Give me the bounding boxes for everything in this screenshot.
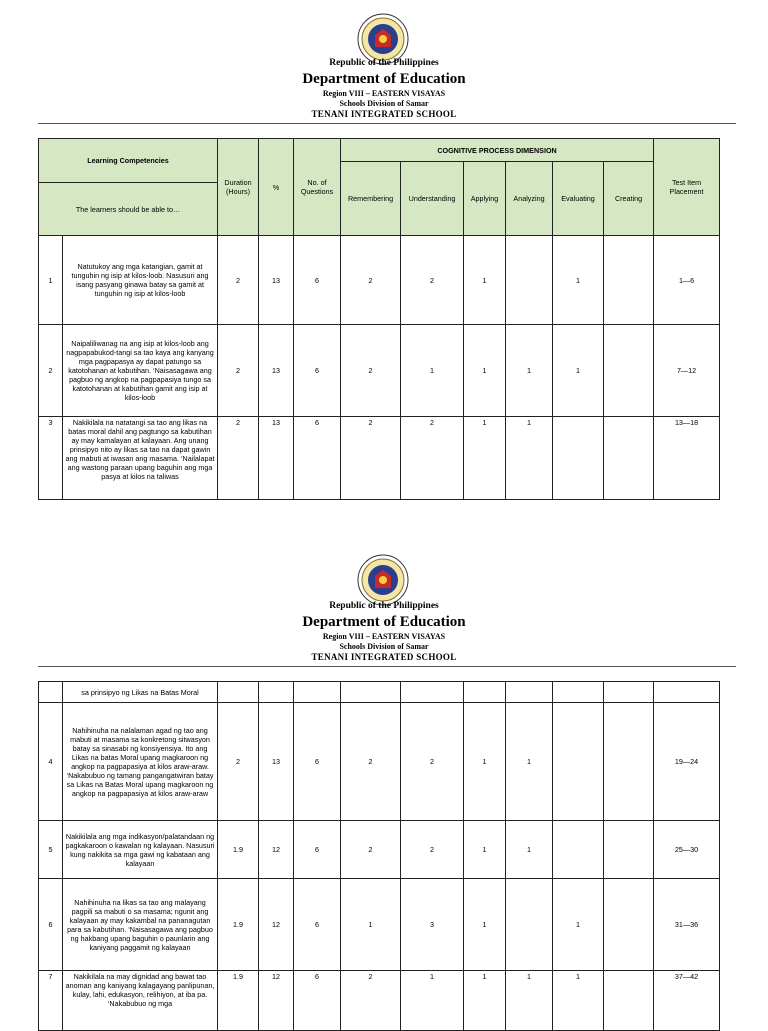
duration-cell xyxy=(218,682,259,703)
percent-cell: 13 xyxy=(259,703,294,821)
header-duration: Duration (Hours) xyxy=(218,139,259,236)
creating-cell xyxy=(604,325,654,417)
percent-cell xyxy=(259,682,294,703)
header-understanding: Understanding xyxy=(401,162,464,236)
header-division: Schools Division of Samar xyxy=(339,642,429,651)
creating-cell xyxy=(604,821,654,879)
header-divider xyxy=(38,123,736,124)
header-cognitive: COGNITIVE PROCESS DIMENSION xyxy=(341,139,654,162)
duration-cell: 2 xyxy=(218,417,259,500)
creating-cell xyxy=(604,879,654,971)
understanding-cell xyxy=(401,682,464,703)
tos-table-page-1 xyxy=(38,138,720,500)
header-no-questions: No. of Questions xyxy=(294,139,341,236)
placement-cell: 13—18 xyxy=(654,417,720,500)
table-row xyxy=(39,821,720,879)
applying-cell: 1 xyxy=(464,821,506,879)
applying-cell xyxy=(464,682,506,703)
remembering-cell: 2 xyxy=(341,821,401,879)
analyzing-cell xyxy=(506,682,553,703)
duration-cell: 1.9 xyxy=(218,971,259,1031)
placement-cell: 37—42 xyxy=(654,971,720,1031)
remembering-cell: 2 xyxy=(341,417,401,500)
header-placement: Test Item Placement xyxy=(654,139,720,236)
row-number-cell xyxy=(39,682,63,703)
understanding-cell: 1 xyxy=(401,325,464,417)
header-remembering: Remembering xyxy=(341,162,401,236)
deped-seal-icon xyxy=(357,554,409,606)
evaluating-cell: 1 xyxy=(553,971,604,1031)
row-number-cell: 7 xyxy=(39,971,63,1031)
row-number-cell: 4 xyxy=(39,703,63,821)
page-2 xyxy=(0,540,768,1024)
placement-cell xyxy=(654,682,720,703)
row-number-cell: 1 xyxy=(39,236,63,325)
understanding-cell: 2 xyxy=(401,821,464,879)
questions-cell: 6 xyxy=(294,236,341,325)
questions-cell: 6 xyxy=(294,325,341,417)
table-row xyxy=(39,971,720,1031)
applying-cell: 1 xyxy=(464,236,506,325)
applying-cell: 1 xyxy=(464,325,506,417)
duration-cell: 2 xyxy=(218,325,259,417)
header-school: TENANI INTEGRATED SCHOOL xyxy=(311,652,457,662)
header-region: Region VIII – EASTERN VISAYAS xyxy=(322,89,446,98)
competency-text-cell: Nahihinuha na nalalaman agad ng tao ang mabuti at masama sa konkretong sitwasyon batay sa sinasabi ng konsiyensiya. Ito ang Likas na batas Moral upang magkaroon ng angkop na pagpapasiya at kilos araw-araw. ‘Nakabubuo ng tamang pangangatwiran batay sa Likas na Batas Moral upang magkaroon ng angkop na pagpapasiya at kilos araw-araw xyxy=(63,703,218,821)
competency-text-cell: Nakikilala ang mga indikasyon/palatandaan ng pagkakaroon o kawalan ng kalayaan. Nasusuri kung nakikita sa mga gawi ng kabataan ang kalayaan xyxy=(63,821,218,879)
competency-text-cell: sa prinsipyo ng Likas na Batas Moral xyxy=(63,682,218,703)
creating-cell xyxy=(604,971,654,1031)
creating-cell xyxy=(604,236,654,325)
header-department: Department of Education xyxy=(302,614,466,630)
competency-text-cell: Nakikilala na may dignidad ang bawat tao anoman ang kaniyang kalagayang panlipunan, kulay, lahi, edukasyon, relihiyon, at iba pa. ‘Nakabubuo ng mga xyxy=(63,971,218,1031)
evaluating-cell: 1 xyxy=(553,325,604,417)
analyzing-cell: 1 xyxy=(506,417,553,500)
placement-cell: 19—24 xyxy=(654,703,720,821)
questions-cell: 6 xyxy=(294,971,341,1031)
applying-cell: 1 xyxy=(464,879,506,971)
questions-cell: 6 xyxy=(294,703,341,821)
analyzing-cell: 1 xyxy=(506,325,553,417)
percent-cell: 12 xyxy=(259,821,294,879)
header-school: TENANI INTEGRATED SCHOOL xyxy=(311,109,457,119)
header-divider xyxy=(38,666,736,667)
header-republic: Republic of the Philippines xyxy=(329,58,439,68)
header-learners-intro: The learners should be able to… xyxy=(39,183,218,236)
table-row xyxy=(39,703,720,821)
header-learning-competencies: Learning Competencies xyxy=(39,139,218,183)
percent-cell: 13 xyxy=(259,417,294,500)
questions-cell: 6 xyxy=(294,821,341,879)
evaluating-cell: 1 xyxy=(553,879,604,971)
placement-cell: 31—36 xyxy=(654,879,720,971)
remembering-cell: 2 xyxy=(341,703,401,821)
competency-text-cell: Natutukoy ang mga katangian, gamit at tunguhin ng isip at kilos-loob. Nasusuri ang isang pasyang ginawa batay sa gamit at tunguhin ng isip at kilos-loob xyxy=(63,236,218,325)
applying-cell: 1 xyxy=(464,417,506,500)
header-evaluating: Evaluating xyxy=(553,162,604,236)
evaluating-cell xyxy=(553,682,604,703)
duration-cell: 2 xyxy=(218,236,259,325)
row-number-cell: 3 xyxy=(39,417,63,500)
percent-cell: 13 xyxy=(259,325,294,417)
header-percent: % xyxy=(259,139,294,236)
header-creating: Creating xyxy=(604,162,654,236)
header-division: Schools Division of Samar xyxy=(339,99,429,108)
understanding-cell: 1 xyxy=(401,971,464,1031)
applying-cell: 1 xyxy=(464,971,506,1031)
creating-cell xyxy=(604,682,654,703)
percent-cell: 13 xyxy=(259,236,294,325)
evaluating-cell xyxy=(553,821,604,879)
understanding-cell: 2 xyxy=(401,703,464,821)
remembering-cell: 2 xyxy=(341,971,401,1031)
analyzing-cell xyxy=(506,236,553,325)
remembering-cell: 2 xyxy=(341,325,401,417)
placement-cell: 7—12 xyxy=(654,325,720,417)
duration-cell: 1.9 xyxy=(218,879,259,971)
competency-text-cell: Naipaliliwanag na ang isip at kilos-loob ang nagpapabukod-tangi sa tao kaya ang kanyang mga pagpapasya ay dapat patungo sa katotohanan at kabutihan. ‘Naisasagawa ang pagbuo ng angkop na pagpapasiya tungo sa katotohanan at kabutihan gamit ang isip at kilos-loob xyxy=(63,325,218,417)
table-row xyxy=(39,682,720,703)
creating-cell xyxy=(604,417,654,500)
table-row xyxy=(39,879,720,971)
understanding-cell: 3 xyxy=(401,879,464,971)
header-republic: Republic of the Philippines xyxy=(329,601,439,611)
header-analyzing: Analyzing xyxy=(506,162,553,236)
table-row xyxy=(39,417,720,500)
questions-cell: 6 xyxy=(294,417,341,500)
duration-cell: 2 xyxy=(218,703,259,821)
analyzing-cell: 1 xyxy=(506,971,553,1031)
table-row xyxy=(39,236,720,325)
remembering-cell: 1 xyxy=(341,879,401,971)
row-number-cell: 6 xyxy=(39,879,63,971)
competency-text-cell: Nakikilala na natatangi sa tao ang likas na batas moral dahil ang pagtungo sa kabutihan ay may kamalayan at kalayaan. Ang unang prinsipyo nito ay likas sa tao na dapat gawin ang mabuti at iwasan ang masama. ‘Nailalapat ang wastong paraan upang baguhin ang mga pasya at kilos na taliwas xyxy=(63,417,218,500)
header-region: Region VIII – EASTERN VISAYAS xyxy=(322,632,446,641)
analyzing-cell: 1 xyxy=(506,821,553,879)
placement-cell: 1—6 xyxy=(654,236,720,325)
percent-cell: 12 xyxy=(259,879,294,971)
remembering-cell xyxy=(341,682,401,703)
competency-text-cell: Nahihinuha na likas sa tao ang malayang pagpili sa mabuti o sa masama; ngunit ang kalayaan ay may kakambal na pananagutan para sa kabutihan. ‘Naisasagawa ang pagbuo ng hakbang upang baguhin o paunlarin ang kaniyang paggamit ng kalayaan xyxy=(63,879,218,971)
evaluating-cell xyxy=(553,703,604,821)
analyzing-cell: 1 xyxy=(506,703,553,821)
table-row xyxy=(39,325,720,417)
row-number-cell: 5 xyxy=(39,821,63,879)
remembering-cell: 2 xyxy=(341,236,401,325)
row-number-cell: 2 xyxy=(39,325,63,417)
understanding-cell: 2 xyxy=(401,236,464,325)
analyzing-cell xyxy=(506,879,553,971)
questions-cell xyxy=(294,682,341,703)
creating-cell xyxy=(604,703,654,821)
evaluating-cell: 1 xyxy=(553,236,604,325)
header-applying: Applying xyxy=(464,162,506,236)
tos-table-page-2 xyxy=(38,681,720,1031)
evaluating-cell xyxy=(553,417,604,500)
percent-cell: 12 xyxy=(259,971,294,1031)
header-department: Department of Education xyxy=(302,71,466,87)
duration-cell: 1.9 xyxy=(218,821,259,879)
questions-cell: 6 xyxy=(294,879,341,971)
applying-cell: 1 xyxy=(464,703,506,821)
understanding-cell: 2 xyxy=(401,417,464,500)
placement-cell: 25—30 xyxy=(654,821,720,879)
